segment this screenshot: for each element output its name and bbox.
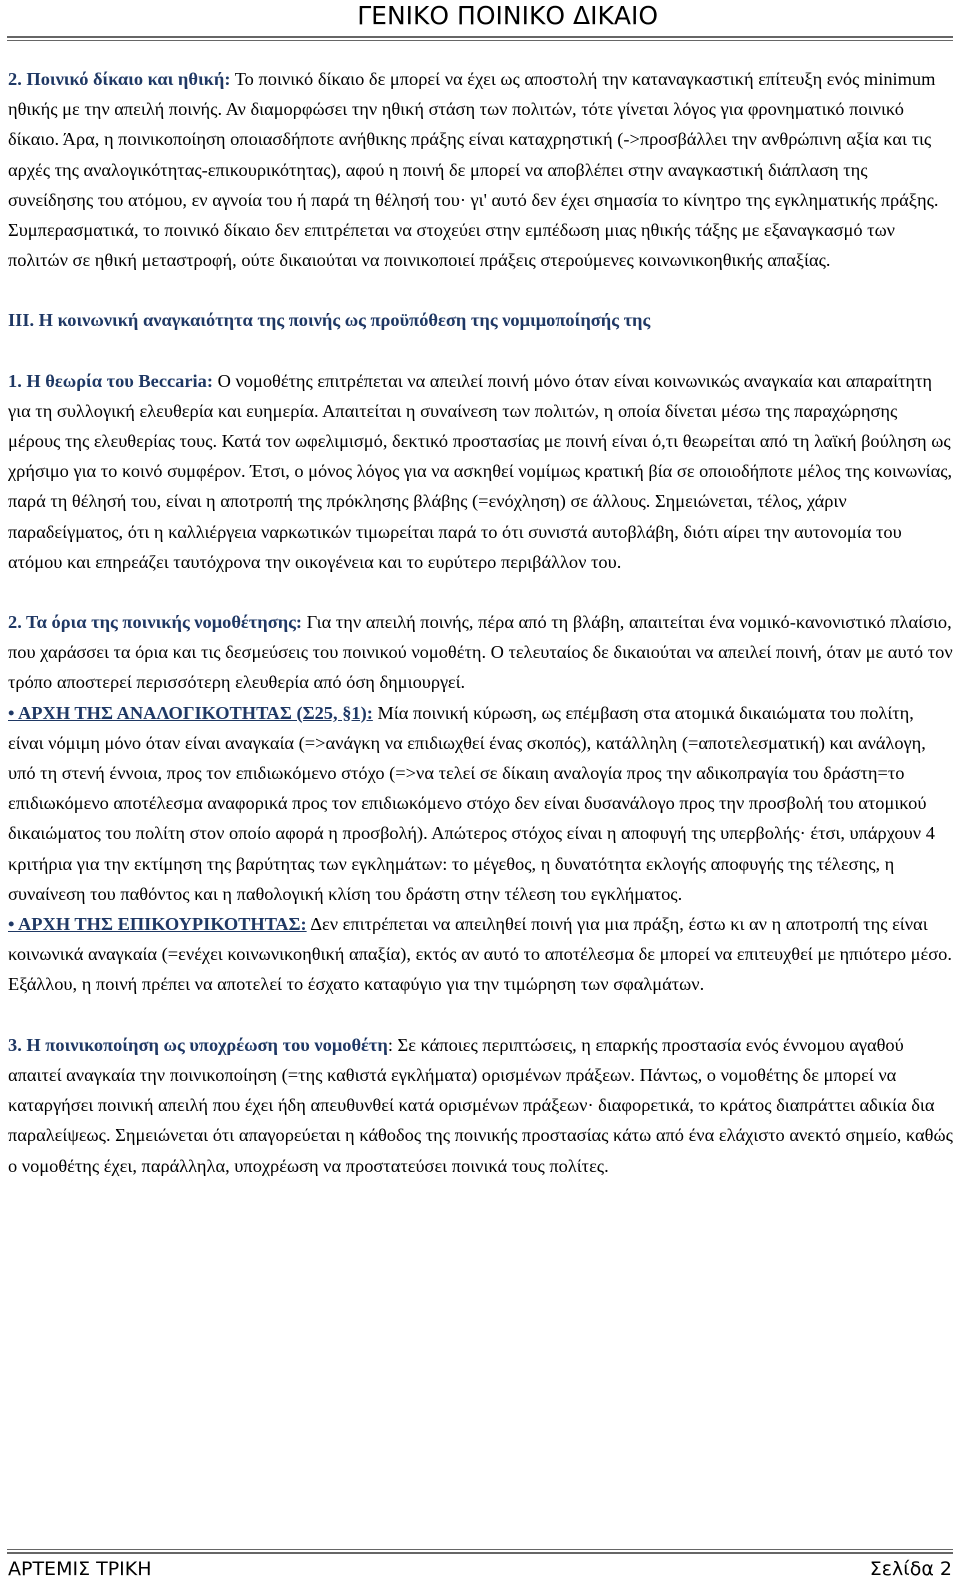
paragraph-text: Δεν επιτρέπεται να απειληθεί ποινή για μια πράξη, έστω κι αν η αποτροπή της είναι κοινωνικά αναγκαία (=ενέχει κοινωνικοηθική απαξία), εκτός αν αυτό το αποτέλεσμα δε μπορεί να επιτευχθεί με ηπιότερο μέσο. Εξάλλου, η ποινή πρέπει να αποτελεί το έσχατο καταφύγιο για την τιμώρηση των σφαλμάτων. [8, 914, 952, 995]
paragraph-lead: • ΑΡΧΗ ΤΗΣ ΑΝΑΛΟΓΙΚΟΤΗΤΑΣ (Σ25, §1): [8, 702, 373, 723]
paragraph-lead: 3. Η ποινικοποίηση ως υποχρέωση του νομοθέτη [8, 1034, 388, 1055]
paragraph-lead: 1. Η θεωρία του Beccaria: [8, 370, 213, 391]
paragraph-ethics [8, 64, 953, 275]
paragraph-text: Το ποινικό δίκαιο δε μπορεί να έχει ως αποστολή την καταναγκαστική επίτευξη ενός minimum ηθικής με την απειλή ποινής. Αν διαμορφώσει την ηθική στάση των πολιτών, τότε γίνεται λόγος για φρονηματικό ποινικό δίκαιο. Άρα, η ποινικοποίηση οποιασδήποτε ανήθικης πράξης είναι καταχρηστική (->προσβάλλει την ανθρώπινη αξία και τις αρχές της αναλογικότητας-επικουρικότητας), αφού η ποινή δε μπορεί να αποβλέπει στην αναγκαστική διάπλαση της συνείδησης του ατόμου, εν αγνοία του ή παρά τη θέλησή του· γι' αυτό δεν έχει σημασία το κίνητρο της εγκληματικής πράξης. Συμπερασματικά, το ποινικό δίκαιο δεν επιτρέπεται να στοχεύει στην εμπέδωση μιας ηθικής τάξης με εξαναγκασμό των πολιτών σε ηθική μεταστροφή, ούτε δικαιούται να ποινικοποιεί πράξεις στερούμενες κοινωνικοηθικής απαξίας. [8, 69, 939, 271]
document-body [8, 64, 953, 1181]
page-header [0, 0, 960, 38]
page-footer [8, 1557, 952, 1581]
page-number: Σελίδα 2 [869, 1558, 952, 1580]
paragraph-text: Για την απειλή ποινής, πέρα από τη βλάβη, απαιτείται ένα νομικό-κανονιστικό πλαίσιο, που χαράσσει τα όρια και τις δεσμεύσεις του ποινικού νομοθέτη. Ο τελευταίος δε δικαιούται να απειλεί ποινή, όταν με αυτό τον τρόπο αποστερεί περισσότερη ελευθερία από όση δημιουργεί. [8, 612, 953, 693]
header-rule [7, 36, 953, 38]
paragraph-lead: 2. Τα όρια της ποινικής νομοθέτησης: [8, 612, 303, 633]
paragraph-limits [8, 607, 953, 698]
header-title: ΓΕΝΙΚΟ ΠΟΙΝΙΚΟ ΔΙΚΑΙΟ [357, 1, 658, 30]
paragraph-proportionality [8, 698, 953, 909]
paragraph-obligation [8, 1030, 953, 1181]
footer-author: ΑΡΤΕΜΙΣ ΤΡΙΚΗ [8, 1558, 152, 1580]
paragraph-text: : Σε κάποιες περιπτώσεις, η επαρκής προστασία ενός έννομου αγαθού απαιτεί αναγκαία την ποινικοποίηση (=της καθιστά εγκλήματα) ορισμένων πράξεων. Πάντως, ο νομοθέτης δε μπορεί να καταργήσει ποινική απειλή που έχει ήδη απευθυνθεί κατά ορισμένων πράξεων· διαφορετικά, το κράτος διαπράττει αδικία δια παραλείψεως. Σημειώνεται ότι απαγορεύεται η κάθοδος της ποινικής προστασίας κάτω από ένα ελάχιστο ανεκτό σημείο, καθώς ο νομοθέτης έχει, παράλληλα, υποχρέωση να προστατεύσει ποινικά τους πολίτες. [8, 1034, 953, 1176]
paragraph-subsidiarity [8, 909, 953, 1000]
footer-rule-thin [7, 1549, 953, 1550]
paragraph-lead: 2. Ποινικό δίκαιο και ηθική: [8, 69, 231, 89]
paragraph-beccaria [8, 366, 953, 577]
paragraph-text: Μία ποινική κύρωση, ως επέμβαση στα ατομικά δικαιώματα του πολίτη, είναι νόμιμη μόνο όταν είναι αναγκαία (=>ανάγκη να επιδιωχθεί ένας σκοπός), κατάλληλη (=αποτελεσματική) και ανάλογη, υπό τη στενή έννοια, προς τον επιδιωκόμενο στόχο (=>να τελεί σε δίκαιη αναλογία προς την αδικοπραγία του δράστη=το επιδιωκόμενο αποτέλεσμα αναφορικά προς τον επιδιωκόμενο στόχο δεν είναι δυσανάλογο προς την προσβολή του ατομικού δικαιώματος του πολίτη στον οποίο αφορά η προσβολή). Απώτερος στόχος είναι η αποφυγή της υπερβολής· έτσι, υπάρχουν 4 κριτήρια για την εκτίμηση της βαρύτητας των εγκλημάτων: το μέγεθος, η δυνατότητα εκλογής αποφυγής της τέλεσης, η συναίνεση του παθόντος και η παθολογική κλίση του δράστη στην τέλεση του εγκλήματος. [8, 702, 935, 904]
paragraph-text: Ο νομοθέτης επιτρέπεται να απειλεί ποινή μόνο όταν είναι κοινωνικώς αναγκαία και απαραίτητη για τη συλλογική ελευθερία και ευημερία. Απαιτείται η συναίνεση των πολιτών, η οποία δίνεται μέσω της παραχώρησης μέρους της ελευθερίας τους. Κατά τον ωφελιμισμό, δεκτικό προστασίας με ποινή είναι ό,τι θεωρείται από τη λαϊκή βούληση ως χρήσιμο για το κοινό συμφέρον. Έτσι, ο μόνος λόγος για να ασκηθεί νομίμως κρατική βία σε οποιοδήποτε μέλος της κοινωνίας, παρά τη θέλησή του, είναι η αποτροπή της πρόκλησης βλάβης (=ενόχληση) σε άλλους. Σημειώνεται, τέλος, χάριν παραδείγματος, ότι η καλλιέργεια ναρκωτικών τιμωρείται παρά το ότι συνιστά αυτοβλάβη, διότι αίρει την αυτονομία του ατόμου και επηρεάζει ταυτόχρονα την οικογένεια και το ευρύτερο περιβάλλον του. [8, 370, 953, 572]
footer-rule [7, 1552, 953, 1554]
section-heading: III. Η κοινωνική αναγκαιότητα της ποινής ως προϋπόθεση της νομιμοποίησής της [8, 310, 651, 331]
header-rule-thin [7, 40, 953, 41]
paragraph-lead: • ΑΡΧΗ ΤΗΣ ΕΠΙΚΟΥΡΙΚΟΤΗΤΑΣ: [8, 914, 307, 935]
